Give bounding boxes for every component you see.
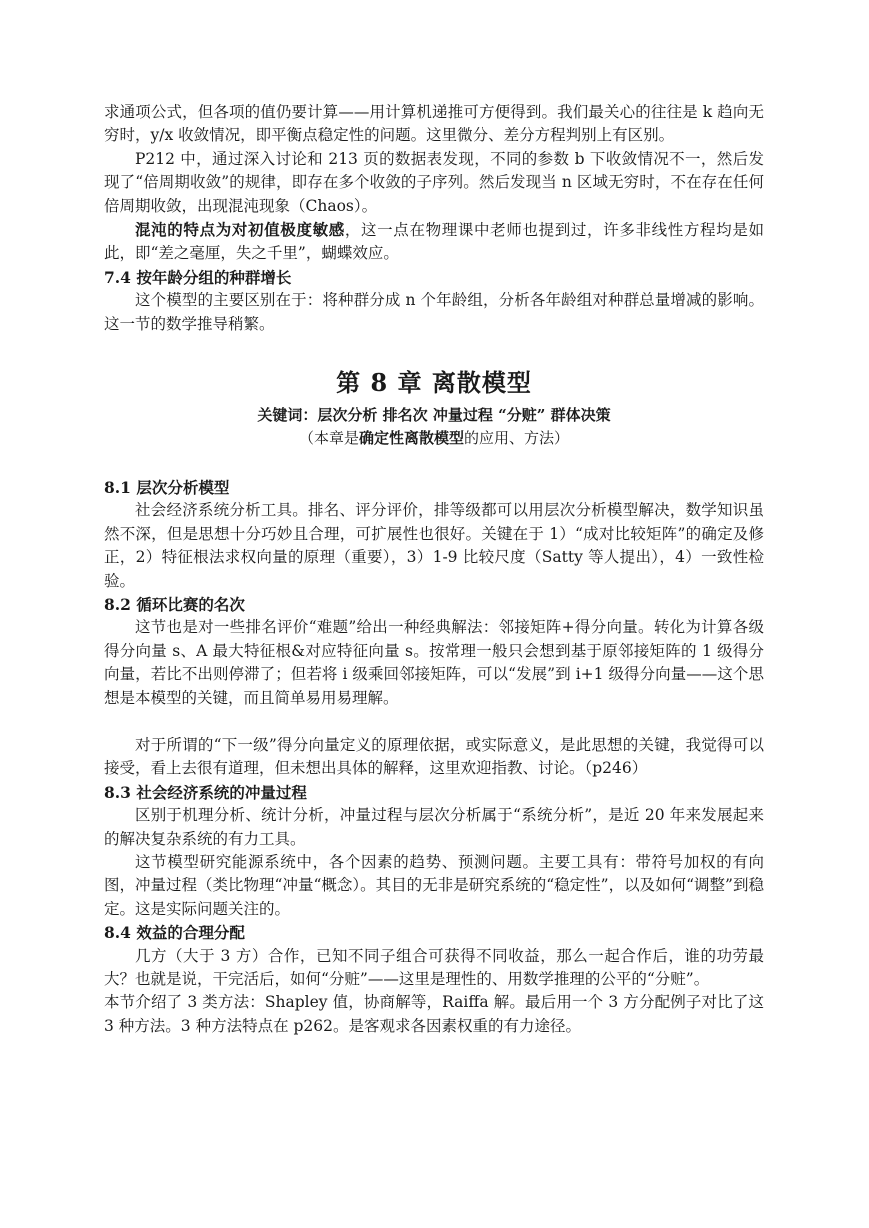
paragraph-8-4-a: 几方（大于 3 方）合作，已知不同子组合可获得不同收益，那么一起合作后，谁的功劳最大？也就是说，干完活后，如何“分赃”——这里是理性的、用数学推理的公平的“分赃”。 [104, 946, 764, 988]
subtitle-bold: 确定性离散模型 [358, 429, 464, 448]
paragraph-8-4-b: 本节介绍了 3 类方法：Shapley 值，协商解等，Raiffa 解。最后用一个 3 方分配例子对比了这 3 种方法。3 种方法特点在 p262。是客观求各因素权重的有力途径。 [104, 993, 764, 1035]
paragraph-p212: P212 中，通过深入讨论和 213 页的数据表发现，不同的参数 b 下收敛情况不一，然后发现了“倍周期收敛”的规律，即存在多个收敛的子序列。然后发现当 n 区域无穷时，不在存在任何倍周期收敛，出现混沌现象（Chaos）。 [104, 149, 764, 215]
paragraph-8-1: 社会经济系统分析工具。排名、评分评价，排等级都可以用层次分析模型解决，数学知识虽然不深，但是思想十分巧妙且合理，可扩展性也很好。关键在于 1）“成对比较矩阵”的确定及修正，2）特征根法求权向量的原理（重要），3）1-9 比较尺度（Satty 等人提出），4）一致性检验。 [104, 501, 764, 590]
chapter-keywords: 关键词：层次分析 排名次 冲量过程 “分赃” 群体决策 [257, 406, 611, 425]
section-heading-8-3: 8.3 社会经济系统的冲量过程 [104, 782, 307, 802]
subtitle-suffix: 的应用、方法） [464, 429, 570, 448]
chapter-subtitle [104, 427, 764, 450]
paragraph-8-3-b: 这节模型研究能源系统中，各个因素的趋势、预测问题。主要工具有：带符号加权的有向图，冲量过程（类比物理“冲量“概念）。其目的无非是研究系统的“稳定性”，以及如何“调整”到稳定。这是实际问题关注的。 [104, 852, 764, 918]
paragraph-8-3-a: 区别于机理分析、统计分析，冲量过程与层次分析属于“系统分析”，是近 20 年来发展起来的解决复杂系统的有力工具。 [104, 806, 764, 848]
section-heading-7-4: 7.4 按年龄分组的种群增长 [104, 267, 292, 287]
blank-line [104, 710, 764, 734]
paragraph-7-4: 这个模型的主要区别在于：将种群分成 n 个年龄组，分析各年龄组对种群总量增减的影响。这一节的数学推导稍繁。 [104, 291, 764, 333]
paragraph-8-2-a: 这节也是对一些排名评价“难题”给出一种经典解法：邻接矩阵+得分向量。转化为计算各级得分向量 s、A 最大特征根&对应特征向量 s。按常理一般只会想到基于原邻接矩阵的 1 级得分向量，若比不出则停滞了；但若将 i 级乘回邻接矩阵，可以“发展”到 i+1 级得分向量——这个思想是本模型的关键，而且简单易用易理解。 [104, 618, 764, 707]
chapter-title: 第 8 章 离散模型 [336, 368, 532, 398]
section-heading-8-4: 8.4 效益的合理分配 [104, 923, 245, 943]
section-heading-8-1: 8.1 层次分析模型 [104, 477, 230, 497]
paragraph-chaos [104, 218, 764, 266]
paragraph-8-2-b: 对于所谓的“下一级”得分向量定义的原理依据，或实际意义，是此思想的关键，我觉得可以接受，看上去很有道理，但未想出具体的解释，这里欢迎指教、讨论。（p246） [104, 735, 764, 778]
chaos-rest: ，这一点在物理课中老师也提到过，许多非线性方程均是如此，即“差之毫厘，失之千里”，蝴蝶效应。 [104, 221, 764, 263]
chaos-bold-phrase: 混沌的特点为对初值极度敏感 [135, 220, 345, 240]
section-heading-8-2: 8.2 循环比赛的名次 [104, 594, 245, 614]
subtitle-prefix: （本章是 [298, 429, 359, 448]
paragraph-7-3-continued: 求通项公式，但各项的值仍要计算——用计算机递推可方便得到。我们最关心的往往是 k 趋向无穷时，y/x 收敛情况，即平衡点稳定性的问题。这里微分、差分方程判别上有区别。 [104, 103, 764, 145]
document-page [104, 101, 764, 1038]
